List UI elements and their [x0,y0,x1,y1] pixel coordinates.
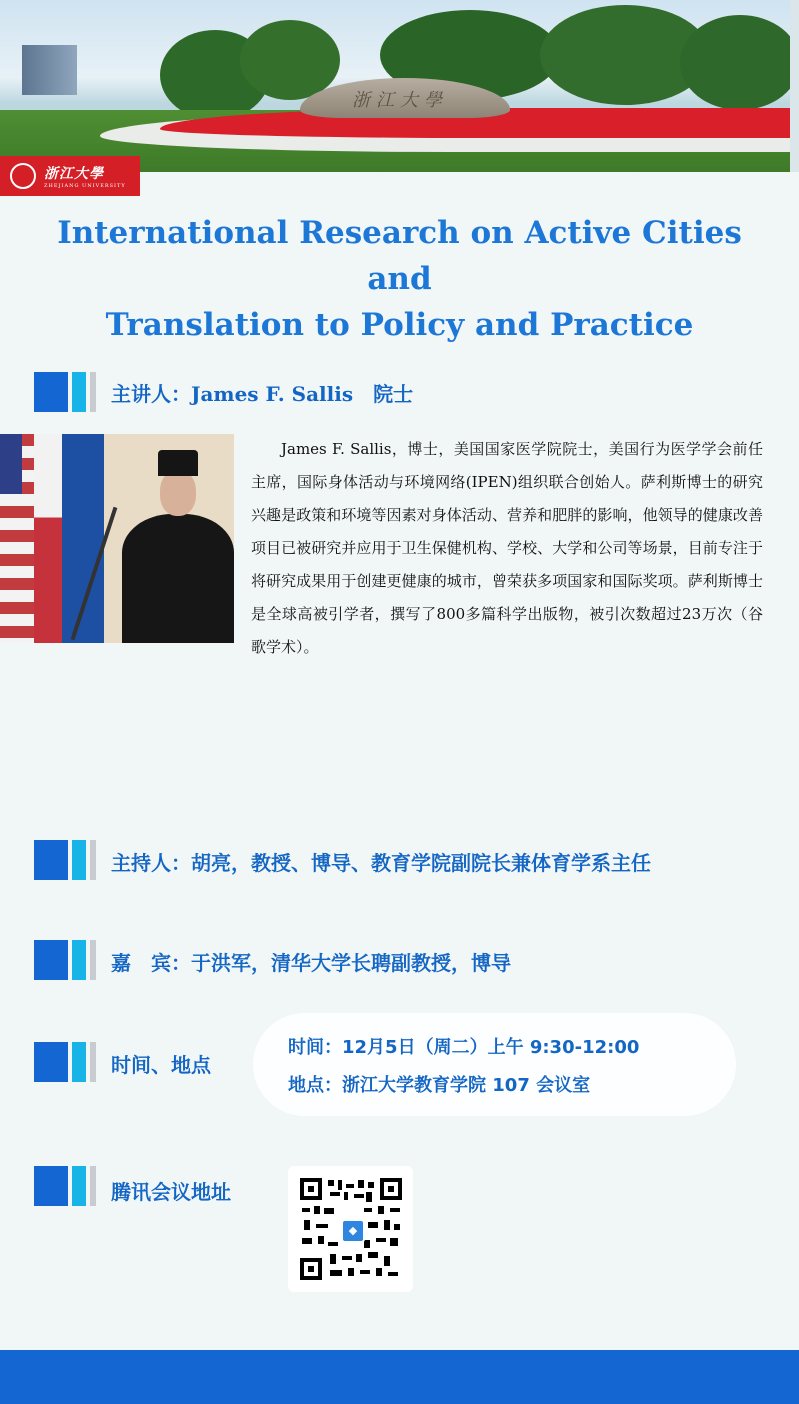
footer-band [0,1350,799,1404]
header-banner-photo [0,0,790,172]
campus-stone-text: 浙江大學 [352,90,448,111]
lecture-title-line2: Translation to Policy and Practice [105,307,694,343]
section-marker [34,840,96,880]
meeting-label: 腾讯会议地址 [111,1180,231,1204]
building [22,45,77,95]
university-seal-icon [10,163,36,189]
lecture-title-line1: International Research on Active Cities and [57,215,742,297]
lecture-title [20,210,779,348]
section-marker [34,372,96,412]
event-place: 地点：浙江大学教育学院 107 会议室 [288,1075,591,1096]
event-time: 时间：12月5日（周二）上午 9:30-12:00 [288,1037,640,1058]
logo-name-en: ZHEJIANG UNIVERSITY [44,183,126,189]
tencent-meeting-icon: ◆ [341,1219,365,1243]
meeting-qr-code[interactable] [288,1166,413,1292]
time-place-box [253,1013,736,1116]
guest-label: 嘉 宾：于洪军，清华大学长聘副教授，博导 [111,951,511,975]
section-marker [34,1166,96,1206]
speaker-photo [0,434,234,643]
host-label: 主持人：胡亮，教授、博导、教育学院副院长兼体育学系主任 [111,851,651,875]
time-place-label: 时间、地点 [111,1053,211,1077]
logo-name-cn: 浙江大學 [44,166,104,182]
speaker-bio: James F. Sallis，博士，美国国家医学院院士，美国行为医学学会前任主席，国际身体活动与环境网络(IPEN)组织联合创始人。萨利斯博士的研究兴趣是政策和环境等因素对身体活动、营养和肥胖的影响，他领导的健康改善项目已被研究并应用于卫生保健机构、学校、大学和公司等场景，目前专注于将研究成果用于创建更健康的城市，曾荣获多项国家和国际奖项。萨利斯博士是全球高被引学者，撰写了800多篇科学出版物，被引次数超过23万次（谷歌学术）。 [251,440,763,656]
speaker-label: 主讲人：James F. Sallis 院士 [111,382,414,406]
section-marker [34,1042,96,1082]
section-marker [34,940,96,980]
university-logo [0,156,140,196]
